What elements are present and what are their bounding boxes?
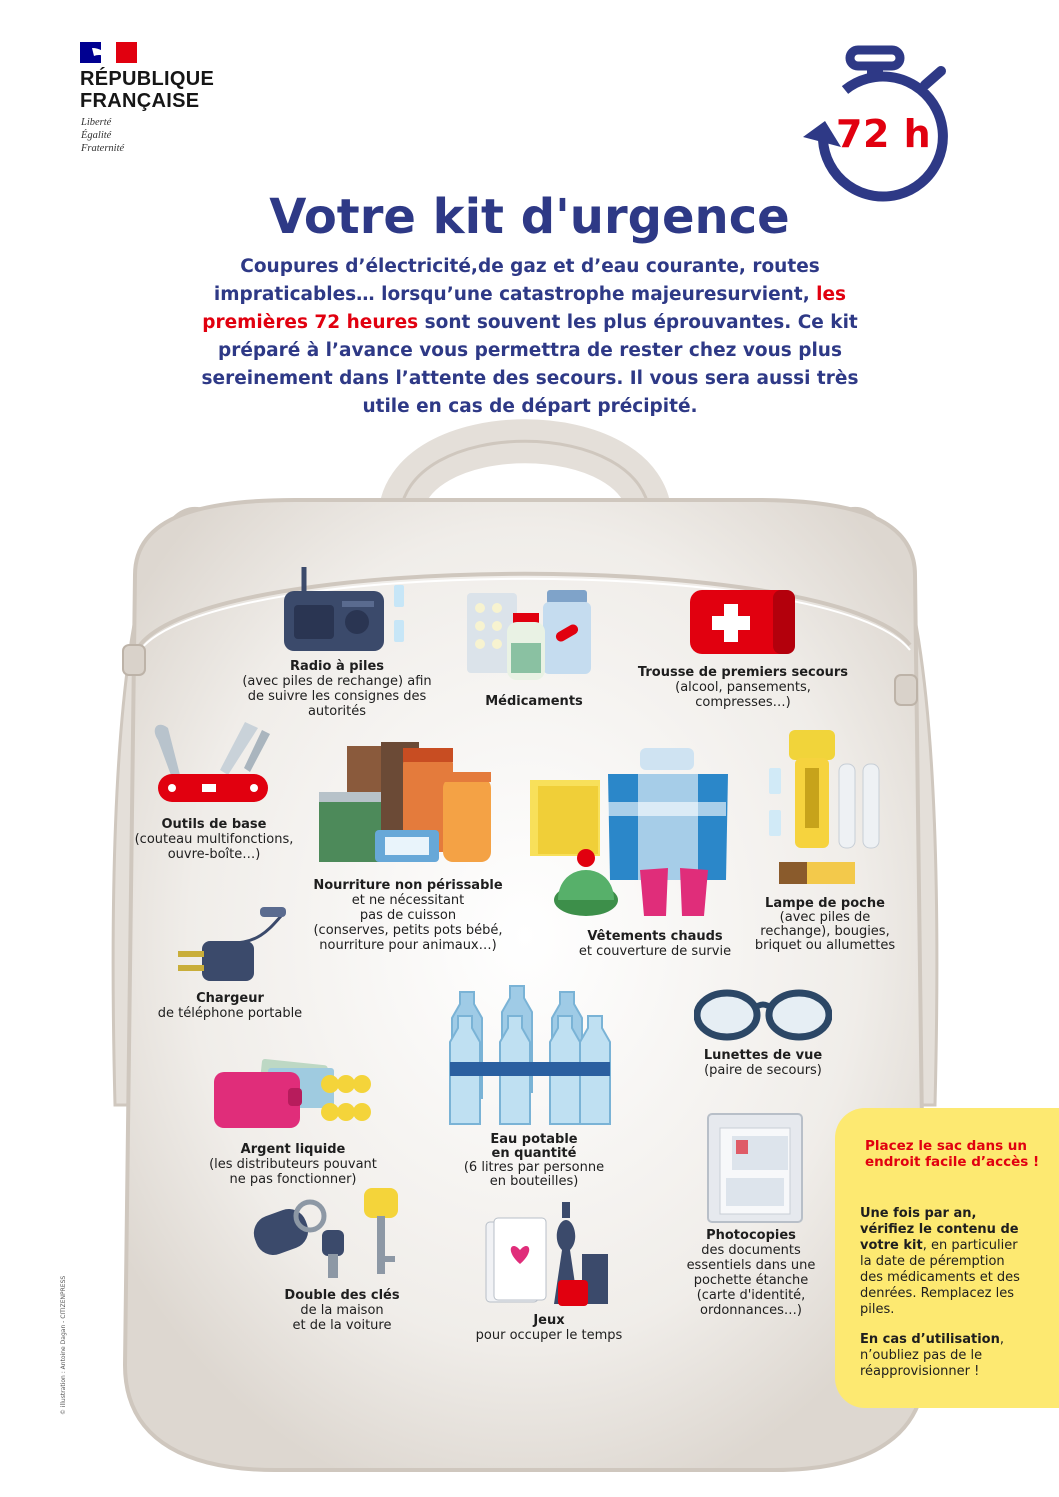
republic-name-line1: RÉPUBLIQUE <box>80 68 215 90</box>
item-photocopies-desc: pochette étanche <box>693 1273 809 1288</box>
item-food-desc: pas de cuisson <box>359 908 457 923</box>
cash-money-icon <box>210 1058 375 1134</box>
item-keys-title: Double des clés <box>284 1288 400 1303</box>
games-icon <box>482 1200 614 1308</box>
item-water <box>445 1133 623 1189</box>
item-warm-clothes-title: Vêtements chauds <box>587 929 723 944</box>
item-charger-desc: de téléphone portable <box>157 1006 303 1021</box>
intro-text-2: sont souvent les plus éprouvantes. Ce kit préparé à l’avance vous permettra de rester chez vous plus sereinement dans l’attente des secours. Il vous sera aussi très utile en cas de départ précipité. <box>201 312 859 417</box>
motto-liberte: Liberté <box>81 117 112 128</box>
medication-icon <box>465 588 593 683</box>
item-radio-desc: autorités <box>307 704 367 719</box>
item-games <box>455 1313 643 1343</box>
item-first-aid-kit-desc: (alcool, pansements, <box>675 680 811 695</box>
motto-fraternite: Fraternité <box>81 143 125 154</box>
item-radio-desc: (avec piles de rechange) afin <box>242 674 432 689</box>
item-food-desc: (conserves, petits pots bébé, <box>313 923 503 938</box>
item-warm-clothes <box>563 929 747 959</box>
item-flashlight-title: Lampe de poche <box>765 896 885 911</box>
page-title: Votre kit d'urgence <box>269 189 790 245</box>
note-paragraph-1 <box>860 1206 1030 1318</box>
item-cash-desc: (les distributeurs pouvant <box>209 1157 377 1172</box>
item-water-desc: en bouteilles) <box>489 1174 579 1189</box>
flashlight-icon <box>767 728 885 890</box>
document-copies-icon <box>706 1112 804 1224</box>
radio-icon <box>282 565 412 657</box>
item-flashlight-desc: briquet ou allumettes <box>754 938 896 953</box>
note-body <box>860 1206 1030 1394</box>
note-p2-bold: En cas d’utilisation <box>860 1332 1000 1347</box>
item-photocopies <box>670 1228 832 1318</box>
first-aid-kit-icon <box>688 588 798 656</box>
item-flashlight-desc: (avec piles de <box>779 910 871 925</box>
note-paragraph-2 <box>860 1332 1030 1380</box>
phone-charger-icon <box>172 905 290 987</box>
item-first-aid-kit-title: Trousse de premiers secours <box>637 665 849 680</box>
item-photocopies-title: Photocopies <box>706 1228 796 1243</box>
multitool-knife-icon <box>150 720 272 810</box>
item-water-title2: en quantité <box>491 1146 577 1161</box>
item-glasses <box>688 1048 838 1078</box>
item-glasses-desc: (paire de secours) <box>704 1063 822 1078</box>
item-first-aid-kit-desc: compresses…) <box>695 695 791 710</box>
item-games-title: Jeux <box>533 1313 565 1328</box>
item-food-title: Nourriture non périssable <box>313 878 503 893</box>
item-games-desc: pour occuper le temps <box>475 1328 623 1343</box>
intro-highlight: les premières 72 heures <box>202 284 847 333</box>
item-water-desc: (6 litres par personne <box>463 1160 605 1175</box>
motto-egalite: Égalité <box>81 130 112 141</box>
item-tools-desc: (couteau multifonctions, <box>134 832 294 847</box>
item-cash <box>195 1142 391 1187</box>
item-photocopies-desc: ordonnances…) <box>700 1303 802 1318</box>
item-medicaments-title: Médicaments <box>485 694 583 709</box>
item-charger <box>146 991 314 1021</box>
illustration-credit: © illustration : Antoine Dagan - CITIZENPRESS <box>60 1275 67 1415</box>
item-photocopies-desc: essentiels dans une <box>686 1258 816 1273</box>
food-cans-icon <box>315 742 497 864</box>
item-medicaments <box>465 694 603 709</box>
marianne-flag-logo <box>80 42 137 63</box>
item-keys-desc: et de la voiture <box>292 1318 392 1333</box>
item-food <box>305 878 511 953</box>
keys-icon <box>248 1186 408 1284</box>
intro-text-1: Coupures d’électricité,de gaz et d’eau courante, routes impraticables… lorsqu’une catastrophe majeuresurvient, <box>213 256 820 305</box>
item-charger-title: Chargeur <box>196 991 264 1006</box>
warm-clothes-icon <box>528 740 733 920</box>
item-flashlight <box>742 897 908 953</box>
item-cash-desc: ne pas fonctionner) <box>229 1172 357 1187</box>
note-p2-text: , n’oubliez pas de le réapprovisionner ! <box>860 1332 1004 1379</box>
timer-label: 72 h <box>836 112 932 156</box>
note-p1-text: , en particulier la date de péremption des médicaments et des denrées. Remplacez les piles. <box>860 1238 1020 1317</box>
item-food-desc: nourriture pour animaux…) <box>319 938 497 953</box>
item-radio-desc: de suivre les consignes des <box>247 689 427 704</box>
item-warm-clothes-desc: et couverture de survie <box>578 944 732 959</box>
item-radio <box>232 659 442 719</box>
item-water-title: Eau potable <box>490 1132 578 1147</box>
item-tools <box>124 817 304 862</box>
republic-name-line2: FRANÇAISE <box>80 90 200 112</box>
item-flashlight-desc: rechange), bougies, <box>760 924 890 939</box>
item-photocopies-desc: (carte d'identité, <box>696 1288 806 1303</box>
note-heading: Placez le sac dans un endroit facile d’accès ! <box>865 1138 1040 1170</box>
item-cash-title: Argent liquide <box>240 1142 346 1157</box>
item-food-desc: et ne nécessitant <box>351 893 465 908</box>
item-tools-desc: ouvre-boîte…) <box>167 847 261 862</box>
item-photocopies-desc: des documents <box>701 1243 801 1258</box>
item-keys <box>262 1288 422 1333</box>
item-radio-title: Radio à piles <box>289 659 385 674</box>
intro-paragraph <box>180 253 880 421</box>
glasses-icon <box>694 985 832 1041</box>
item-keys-desc: de la maison <box>300 1303 384 1318</box>
item-first-aid-kit <box>628 665 858 710</box>
water-bottles-icon <box>442 982 614 1128</box>
note-p1-bold: Une fois par an, vérifiez le contenu de votre kit <box>860 1206 1019 1253</box>
item-tools-title: Outils de base <box>161 817 267 832</box>
item-glasses-title: Lunettes de vue <box>703 1048 823 1063</box>
